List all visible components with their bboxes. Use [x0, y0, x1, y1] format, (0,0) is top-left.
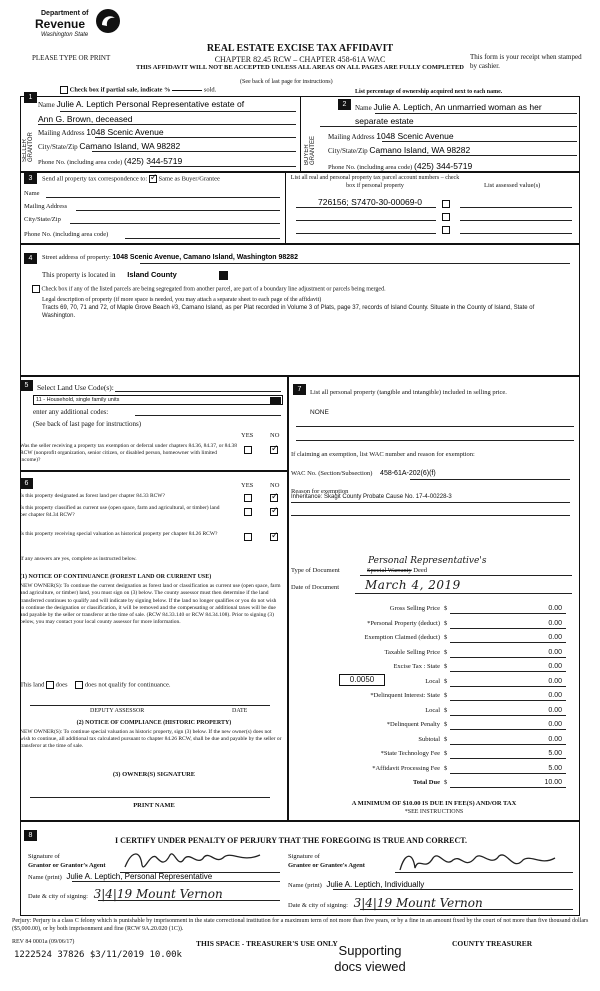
revenue-swirl-icon: [95, 8, 121, 34]
assessed-header: List assessed value(s): [484, 182, 541, 189]
parcel-number[interactable]: 726156; S7470-30-00069-0: [318, 197, 422, 207]
partial-sale: [60, 86, 216, 94]
wac-row: WAC No. (Section/Subsection) 458-61A-202(6)(f): [291, 470, 436, 477]
doc-type-struck: Special Warranty: [367, 567, 412, 574]
q2-yes-checkbox[interactable]: [244, 508, 252, 516]
grantor-name[interactable]: Julie A. Leptich, Personal Representative: [66, 872, 213, 881]
buyer-name-line2[interactable]: separate estate: [355, 116, 414, 126]
tax-row-value[interactable]: 10.00: [544, 779, 562, 786]
currency-symbol: $: [444, 706, 448, 714]
land-use-label: Select Land Use Code(s):: [37, 383, 114, 392]
tax-row: [290, 676, 576, 691]
tax-row-value[interactable]: 0.00: [548, 706, 562, 714]
deputy-assessor-label: DEPUTY ASSESSOR: [90, 708, 145, 714]
tax-row-label: Excise Tax : State: [393, 663, 440, 670]
tax-row: [290, 748, 576, 763]
land-does-checkbox[interactable]: [46, 681, 54, 689]
see-instructions: *SEE INSTRUCTIONS: [404, 809, 464, 815]
tax-row-value[interactable]: 5.00: [548, 750, 562, 757]
perjury-note: Perjury: Perjury is a class C felony which is punishable by imprisonment in the state correctional institution for a maximum term of not more than five years, or by a fine in an amount fixed by the court of not more than five thousand dollars ($5,000.00), or by both imprisonment and fine (RCW 9A.20.020 (1C)).: [12, 918, 589, 932]
tax-table: [290, 603, 576, 793]
currency-symbol: $: [444, 619, 448, 627]
dept-line1: Department of: [41, 10, 89, 17]
street-row: Street address of property: 1048 Scenic Avenue, Camano Island, Washington 98282: [42, 254, 298, 261]
tax-row-value[interactable]: 0.00: [548, 692, 562, 699]
tax-row-label: *Delinquent Penalty: [386, 721, 440, 728]
s5-no-checkbox[interactable]: [270, 446, 278, 454]
grantee-name-row: Name (print) Julie A. Leptich, Individually: [288, 880, 425, 889]
s3-phone-label: Phone No. (including area code): [24, 231, 109, 238]
currency-symbol: $: [444, 721, 448, 728]
tax-row-value[interactable]: 0.00: [548, 605, 562, 612]
form-notice: THIS AFFIDAVIT WILL NOT BE ACCEPTED UNLESS ALL AREAS ON ALL PAGES ARE FULLY COMPLETED: [136, 64, 464, 71]
tax-row-label: Gross Selling Price: [389, 605, 440, 612]
tax-row: [290, 618, 576, 633]
tax-row-label: Exemption Claimed (deduct): [364, 634, 440, 641]
print-name-label: PRINT NAME: [133, 802, 175, 809]
notice-compliance-text: NEW OWNER(S): To continue special valuation as historic property, sign (3) below. If the new owner(s) does not wish to continue, all additional tax calculated pursuant to chapter 84.26 RCW, shall be due and payable by the seller or transferor at the time of sale.: [20, 729, 282, 749]
tax-row-label: *Delinquent Interest: State: [370, 692, 440, 699]
currency-symbol: $: [444, 634, 448, 641]
segregated-checkbox[interactable]: [32, 285, 40, 293]
s3-name-label: Name: [24, 190, 40, 197]
doc-type-typed: [367, 567, 427, 574]
currency-symbol: $: [444, 692, 448, 699]
notice-compliance-title: (2) NOTICE OF COMPLIANCE (HISTORIC PROPERTY): [76, 720, 232, 726]
buyer-city-row: City/State/Zip Camano Island, WA 98282: [328, 145, 471, 155]
buyer-city[interactable]: Camano Island, WA 98282: [369, 145, 471, 155]
dept-line2: Revenue: [35, 17, 86, 31]
buyer-side-label: BUYER GRANTEE: [304, 135, 316, 165]
owner-signature-line[interactable]: [30, 797, 270, 798]
tax-row-label: *State Technology Fee: [380, 750, 440, 757]
s5-yes-header: YES: [241, 432, 254, 439]
section-3-badge: 3: [24, 173, 37, 184]
tax-row-label: Total Due: [412, 779, 440, 786]
parcel-checkbox-1[interactable]: [442, 200, 450, 208]
seller-name-row: Name Julie A. Leptich Personal Representative estate of: [38, 99, 245, 109]
personal-property-value[interactable]: NONE: [310, 409, 329, 416]
county-treasurer: COUNTY TREASURER: [452, 939, 533, 948]
section-7-badge: 7: [293, 384, 306, 395]
doc-type-suffix: Deed: [413, 567, 428, 574]
buyer-address-row: Mailing Address 1048 Scenic Avenue: [328, 131, 454, 141]
tax-row: [290, 632, 576, 647]
tax-row-value[interactable]: 0.00: [548, 735, 562, 743]
q1-yes-checkbox[interactable]: [244, 494, 252, 502]
tax-row: [290, 777, 576, 792]
grantor-date-city[interactable]: 3|4|19 Mount Vernon: [93, 887, 223, 901]
buyer-address[interactable]: 1048 Scenic Avenue: [376, 131, 454, 141]
same-as-buyer-checkbox[interactable]: [149, 175, 157, 183]
supporting-docs: Supporting docs viewed: [334, 943, 406, 974]
land-use-see-back: (See back of last page for instructions): [33, 420, 142, 428]
receipt-stamp: 1222524 37826 $3/11/2019 10.00k: [14, 950, 182, 960]
seller-address[interactable]: 1048 Scenic Avenue: [86, 127, 164, 137]
ownership-note: List percentage of ownership acquired next to each name.: [355, 89, 503, 95]
section-5-badge: 5: [20, 380, 33, 391]
land-use-select[interactable]: 11 - Household, single family units: [33, 395, 283, 405]
s5-no-header: NO: [270, 432, 280, 439]
tax-row-label: Taxable Selling Price: [384, 648, 440, 656]
parcel-header: List all real and personal property tax parcel account numbers – check box if personal property: [290, 175, 460, 189]
seller-side-label: SELLER GRANTOR: [22, 132, 34, 162]
legal-description[interactable]: Tracts 69, 70, 71 and 72, of Maple Grove Beach #3, Camano Island, as per Plat recorded in Volume 3 of Plats, page 37, records of Island County. Situate in the County of Island, State of Washington.: [42, 305, 535, 319]
tax-row: [290, 763, 576, 778]
section-2-badge: 2: [338, 99, 351, 110]
section-4-badge: 4: [24, 253, 37, 264]
partial-sale-label: Check box if partial sale, indicate %: [69, 86, 171, 94]
exemption-question: Was the seller receiving a property tax exemption or deferral under chapters 84.36, 84.37, or 84.38 RCW (nonprofit organization, senior citizen, or disabled person, homeowner with limited income)?: [20, 443, 238, 463]
seller-city[interactable]: Camano Island, WA 98282: [79, 141, 181, 151]
exemption-claim-label: If claiming an exemption, list WAC number and reason for exemption:: [291, 451, 475, 458]
grantor-date-row: Date & city of signing: 3|4|19 Mount Vernon: [28, 887, 223, 901]
parcel-checkbox-3[interactable]: [442, 226, 450, 234]
grantee-date-city[interactable]: 3|4|19 Mount Vernon: [353, 896, 483, 910]
land-does-not-checkbox[interactable]: [75, 681, 83, 689]
grantee-sig-label: Signature of Grantee or Grantee's Agent: [288, 853, 365, 869]
revenue-logo: [35, 8, 125, 44]
notice-continuance-title: (1) NOTICE OF CONTINUANCE (FOREST LAND OR CURRENT USE): [20, 574, 212, 580]
buyer-phone[interactable]: (425) 344-5719: [414, 161, 473, 171]
notice-continuance-text: NEW OWNER(S): To continue the current designation as forest land or classification as current use (open space, farm and agriculture, or timber) land, you must sign on (3) below. The county assessor must then determine if the land transferred continues to qualify and will indicate by signing below. If the land no longer qualifies or you do not wish to continue the designation or classification, it will be removed and the compensating or additional taxes will be due and payable by the seller or transferor at the time of sale. (RCW 84.33.140 or RCW 84.34.108). Prior to signing (3) below, you may contact your local county assessor for more information.: [20, 583, 281, 626]
s6-yes-header: YES: [241, 482, 254, 489]
located-row: This property is located in Island County: [42, 270, 228, 280]
currency-symbol: $: [444, 663, 448, 670]
grantee-date-row: Date & city of signing: 3|4|19 Mount Vernon: [288, 896, 483, 910]
personal-property-label: List all personal property (tangible and intangible) included in selling price.: [310, 389, 507, 396]
grantor-name-row: Name (print) Julie A. Leptich, Personal Representative: [28, 872, 213, 881]
street-address[interactable]: 1048 Scenic Avenue, Camano Island, Washington 98282: [112, 254, 298, 261]
assessor-date-label: DATE: [232, 708, 248, 714]
currency-symbol: $: [444, 605, 448, 612]
tax-row-label: *Affidavit Processing Fee: [372, 764, 440, 772]
tax-row: [290, 647, 576, 662]
q2-no-checkbox[interactable]: [270, 508, 278, 516]
doc-type-handwritten[interactable]: Personal Representative's: [368, 556, 487, 566]
seller-name-line1[interactable]: Julie A. Leptich Personal Representative estate of: [56, 99, 245, 109]
tax-row: [290, 705, 576, 720]
local-rate-box[interactable]: 0.0050: [339, 674, 385, 686]
treasurer-space: THIS SPACE - TREASURER'S USE ONLY: [196, 939, 338, 948]
wac-number[interactable]: 458-61A-202(6)(f): [380, 470, 436, 477]
print-note: PLEASE TYPE OR PRINT: [32, 54, 111, 62]
grantee-name[interactable]: Julie A. Leptich, Individually: [326, 880, 425, 889]
legal-label: Legal description of property (if more space is needed, you may attach a separate sheet to each page of the affidavit): [42, 297, 322, 303]
minimum-note: A MINIMUM OF $10.00 IS DUE IN FEE(S) AND/OR TAX: [351, 800, 517, 807]
grantor-sig-label: Signature of Grantor or Grantor's Agent: [28, 853, 106, 869]
rev-number: REV 84 0001a (09/06/17): [12, 939, 75, 945]
receipt-note: This form is your receipt when stamped by cashier.: [470, 53, 582, 70]
doc-type-label: Type of Document: [291, 567, 340, 574]
tax-row-value[interactable]: 0.00: [548, 721, 562, 728]
reason-label: Reason for exemption: [291, 488, 349, 495]
county[interactable]: Island County: [127, 270, 177, 279]
tax-row-label: Local: [425, 677, 440, 685]
q3-yes-checkbox[interactable]: [244, 533, 252, 541]
see-back-note: (See back of last page for instructions): [240, 79, 333, 85]
land-qualify-row: This land does does not qualify for continuance.: [20, 681, 171, 689]
owner-signature-label: (3) OWNER(S) SIGNATURE: [112, 771, 196, 778]
tax-row-label: Local: [425, 706, 440, 714]
seller-name-line2[interactable]: Ann G. Brown, deceased: [38, 114, 133, 124]
doc-date-label: Date of Document: [291, 584, 340, 591]
tax-row: [290, 661, 576, 676]
land-use-dropdown-icon[interactable]: [270, 397, 281, 404]
tax-row-value[interactable]: 0.00: [548, 648, 562, 656]
tax-row-value[interactable]: 0.00: [548, 619, 562, 627]
currency-symbol: $: [444, 677, 448, 685]
s3-address-label: Mailing Address: [24, 203, 68, 210]
certify-statement: I CERTIFY UNDER PENALTY OF PERJURY THAT THE FOREGOING IS TRUE AND CORRECT.: [115, 836, 468, 845]
buyer-phone-row: Phone No. (including area code) (425) 344-5719: [328, 161, 473, 171]
currency-symbol: $: [444, 735, 448, 743]
partial-sold-label: sold.: [203, 86, 217, 94]
tax-row: [290, 719, 576, 734]
tax-row: [290, 690, 576, 705]
currency-symbol: $: [444, 764, 448, 772]
q1-no-checkbox[interactable]: [270, 494, 278, 502]
any-yes-note: If any answers are yes, complete as instructed below.: [20, 556, 137, 562]
q-historical: Is this property receiving special valuation as historical property per chapter 84.26 RCW?: [20, 531, 218, 537]
doc-date-handwritten[interactable]: March 4, 2019: [365, 578, 461, 592]
county-dropdown-icon[interactable]: [219, 271, 228, 280]
section-1-badge: 1: [24, 92, 37, 103]
partial-sale-checkbox[interactable]: [60, 86, 68, 94]
s5-yes-checkbox[interactable]: [244, 446, 252, 454]
currency-symbol: $: [444, 779, 448, 786]
section-8-badge: 8: [24, 830, 37, 841]
section-6: [20, 471, 288, 821]
q-current-use: Is this property classified as current use (open space, farm and agricultural, or timber) land per chapter 84.34 RCW?: [20, 505, 220, 518]
q-forest-land: Is this property designated as forest land per chapter 84.33 RCW?: [20, 493, 165, 499]
q3-no-checkbox[interactable]: [270, 533, 278, 541]
tax-row-label: *Personal Property (deduct): [367, 619, 440, 627]
seller-city-row: City/State/Zip Camano Island, WA 98282: [38, 141, 181, 151]
tax-row-label: Subtotal: [418, 735, 440, 743]
s6-no-header: NO: [270, 482, 280, 489]
additional-codes: enter any additional codes:: [33, 408, 109, 416]
currency-symbol: $: [444, 750, 448, 757]
tax-row-value[interactable]: 5.00: [548, 764, 562, 772]
grantor-signature[interactable]: [120, 845, 270, 875]
seller-address-row: Mailing Address 1048 Scenic Avenue: [38, 127, 164, 137]
tax-row: [290, 603, 576, 618]
tax-row-value[interactable]: 0.00: [548, 663, 562, 670]
send-correspondence: Send all property tax correspondence to: ✓ Same as Buyer/Grantee: [42, 175, 220, 183]
reason-value[interactable]: Inheritance: Skagit County Probate Cause No. 17-4-00228-3: [291, 494, 452, 500]
section-6-badge: 6: [20, 478, 33, 489]
tax-row: [290, 734, 576, 749]
buyer-name-row: Name Julie A. Leptich, An unmarried woman as her: [355, 102, 542, 112]
form-subtitle: CHAPTER 82.45 RCW – CHAPTER 458-61A WAC: [214, 55, 386, 64]
buyer-name-line1[interactable]: Julie A. Leptich, An unmarried woman as her: [373, 102, 542, 112]
dept-line3: Washington State: [41, 32, 89, 38]
tax-row-value[interactable]: 0.00: [548, 634, 562, 641]
tax-row-value[interactable]: 0.00: [548, 677, 562, 685]
form-title: REAL ESTATE EXCISE TAX AFFIDAVIT: [206, 43, 394, 54]
seller-phone[interactable]: (425) 344-5719: [124, 156, 183, 166]
currency-symbol: $: [444, 648, 448, 656]
seller-phone-row: Phone No. (including area code) (425) 344-5719: [38, 156, 183, 166]
s3-city-label: City/State/Zip: [24, 216, 61, 223]
segregated-row: Check box if any of the listed parcels are being segregated from another parcel, are part of a boundary line adjustment or parcels being merged.: [32, 285, 572, 293]
parcel-checkbox-2[interactable]: [442, 213, 450, 221]
